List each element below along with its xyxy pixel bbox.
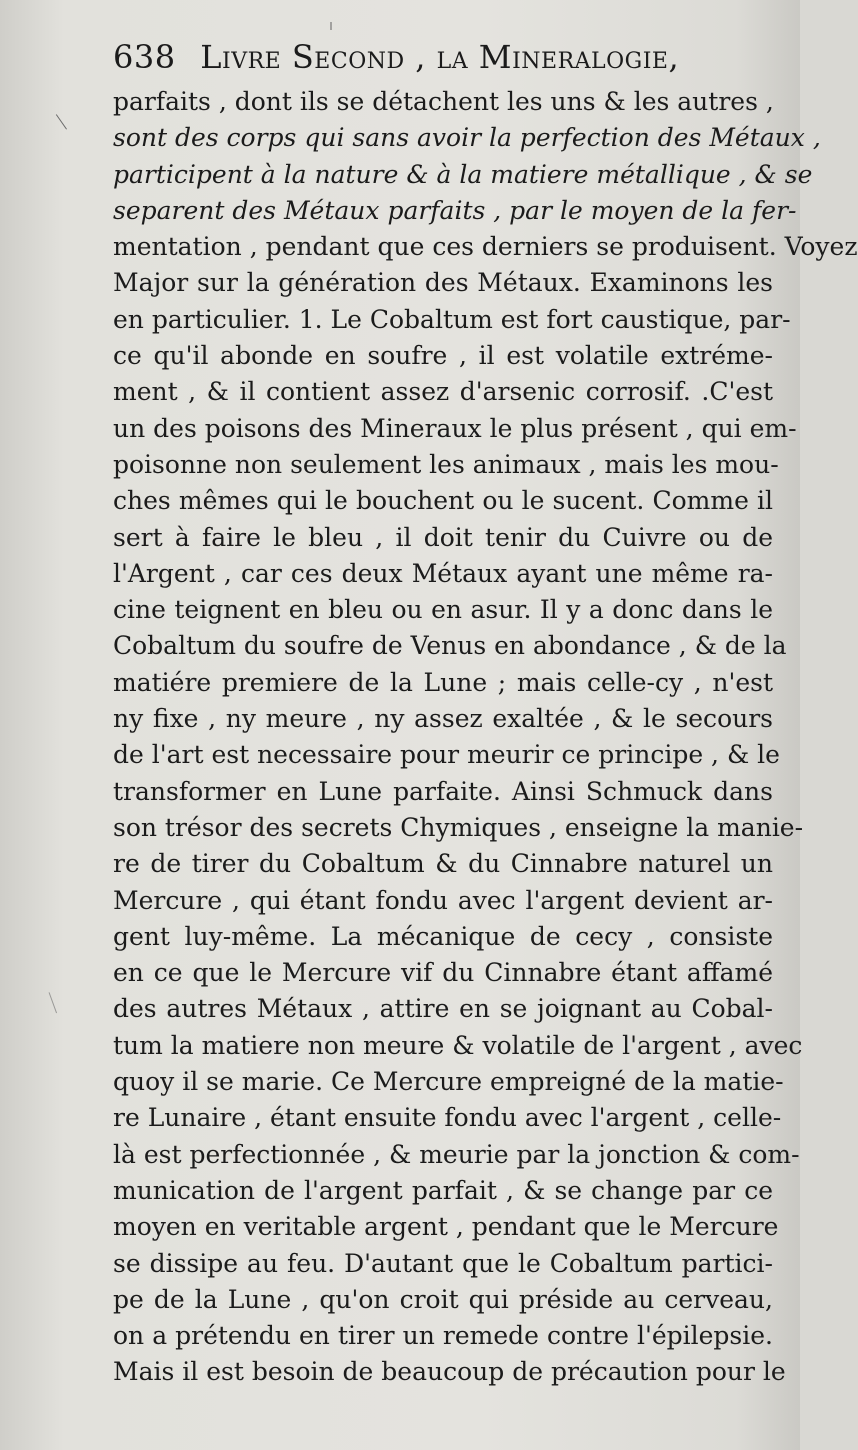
text-line: separent des Métaux parfaits , par le moyen de la fer- <box>113 195 797 225</box>
page-speck <box>330 22 332 30</box>
text-line: des autres Métaux , attire en se joignant au Cobal- <box>113 994 773 1024</box>
text-line: en ce que le Mercure vif du Cinnabre étant affamé <box>113 958 773 988</box>
text-line: poisonne non seulement les animaux , mais les mou- <box>113 449 779 479</box>
text-line: re Lunaire , étant ensuite fondu avec l'argent , celle- <box>113 1103 782 1133</box>
text-line: parfaits , dont ils se détachent les uns & les autres , <box>113 87 774 116</box>
text-line: l'Argent , car ces deux Métaux ayant une même ra- <box>113 558 773 588</box>
text-line: ny fixe , ny meure , ny assez exaltée , & le secours <box>113 704 773 734</box>
margin-mark <box>56 108 75 129</box>
text-line: transformer en Lune parfaite. Ainsi Schmuck dans <box>113 776 773 806</box>
text-line: sont des corps qui sans avoir la perfection des Métaux , <box>113 123 821 153</box>
text-line: de l'art est necessaire pour meurir ce principe , & le <box>113 740 780 770</box>
text-line: sert à faire le bleu , il doit tenir du Cuivre ou de <box>113 522 773 552</box>
text-line: cine teignent en bleu ou en asur. Il y a donc dans le <box>113 595 773 625</box>
margin-mark-lower <box>49 989 67 1013</box>
body-text <box>113 84 858 1391</box>
text-line: un des poisons des Mineraux le plus présent , qui em- <box>113 413 797 443</box>
running-title: Livre Second , la Mineralogie, <box>200 38 680 76</box>
text-line: pe de la Lune , qu'on croit qui préside au cerveau, <box>113 1284 773 1314</box>
text-line: on a prétendu en tirer un remede contre l'épilepsie. <box>113 1321 773 1351</box>
text-line: participent à la nature & à la matiere métallique , & se <box>113 159 813 189</box>
page-number: 638 <box>113 38 176 76</box>
text-line: matiére premiere de la Lune ; mais celle-cy , n'est <box>113 667 773 697</box>
text-line: tum la matiere non meure & volatile de l'argent , avec <box>113 1030 803 1060</box>
text-line: en particulier. 1. Le Cobaltum est fort caustique, par- <box>113 304 791 334</box>
running-header <box>113 38 773 86</box>
text-line: mentation , pendant que ces derniers se produisent. Voyez <box>113 232 858 262</box>
text-line: là est perfectionnée , & meurie par la jonction & com- <box>113 1139 800 1169</box>
text-line: re de tirer du Cobaltum & du Cinnabre naturel un <box>113 849 773 879</box>
text-line: gent luy-même. La mécanique de cecy , consiste <box>113 921 773 951</box>
text-line: se dissipe au feu. D'autant que le Cobaltum partici- <box>113 1248 773 1278</box>
text-line: Mais il est besoin de beaucoup de précaution pour le <box>113 1357 786 1387</box>
text-line: ce qu'il abonde en soufre , il est volatile extréme- <box>113 341 773 371</box>
text-line: ches mêmes qui le bouchent ou le sucent. Comme il <box>113 486 773 516</box>
text-line: Cobaltum du soufre de Venus en abondance , & de la <box>113 631 787 661</box>
text-line: quoy il se marie. Ce Mercure empreigné de la matie- <box>113 1067 784 1097</box>
text-line: munication de l'argent parfait , & se change par ce <box>113 1175 773 1205</box>
text-line: son trésor des secrets Chymiques , enseigne la manie- <box>113 812 804 842</box>
text-line: ment , & il contient assez d'arsenic corrosif. .C'est <box>113 377 773 407</box>
text-line: Major sur la génération des Métaux. Examinons les <box>113 268 773 298</box>
text-line: Mercure , qui étant fondu avec l'argent devient ar- <box>113 885 773 915</box>
text-line: moyen en veritable argent , pendant que le Mercure <box>113 1212 779 1242</box>
